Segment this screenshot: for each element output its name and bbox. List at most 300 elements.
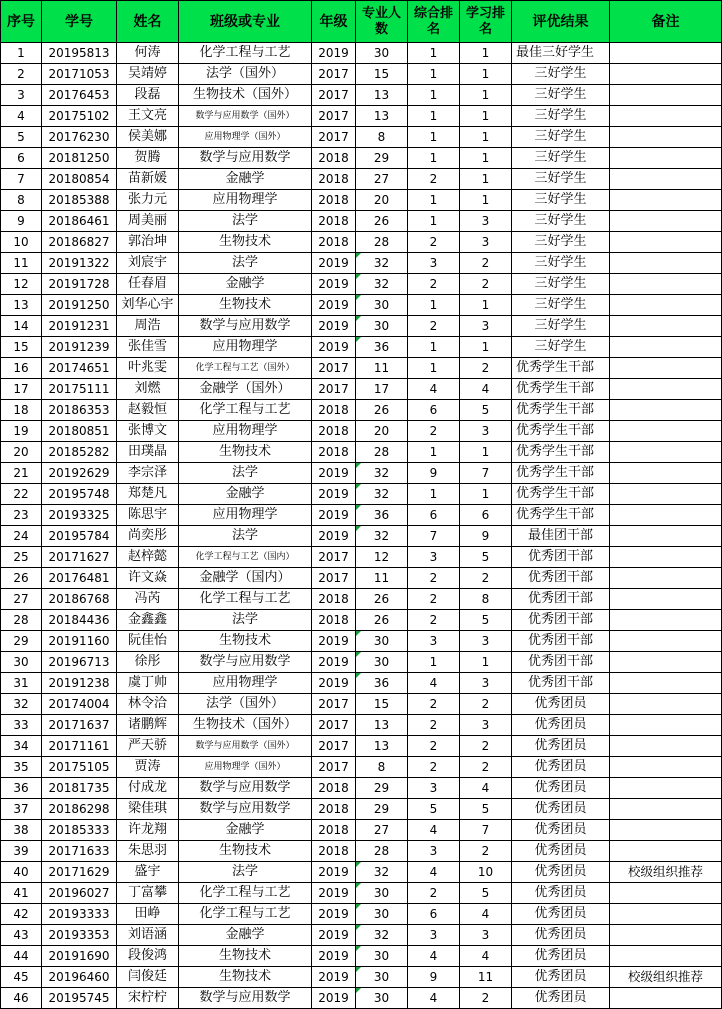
cell-count: 26	[356, 610, 408, 631]
cell-study-rank: 1	[460, 43, 512, 64]
cell-count: 8	[356, 127, 408, 148]
header-note: 备注	[610, 1, 722, 43]
cell-overall-rank: 2	[408, 757, 460, 778]
cell-major: 法学	[179, 610, 312, 631]
cell-major: 生物技术（国外）	[179, 715, 312, 736]
table-row	[1, 967, 722, 988]
cell-study-rank: 3	[460, 421, 512, 442]
cell-major: 数学与应用数学（国外）	[179, 106, 312, 127]
cell-name: 周浩	[117, 316, 179, 337]
cell-note	[610, 841, 722, 862]
cell-major: 应用物理学（国外）	[179, 127, 312, 148]
cell-seq: 20	[1, 442, 42, 463]
cell-study-rank: 1	[460, 169, 512, 190]
table-row	[1, 715, 722, 736]
cell-seq: 6	[1, 148, 42, 169]
cell-student-id: 20192629	[42, 463, 117, 484]
cell-major: 化学工程与工艺	[179, 589, 312, 610]
table-row	[1, 652, 722, 673]
cell-overall-rank: 6	[408, 904, 460, 925]
table-row	[1, 337, 722, 358]
cell-result: 优秀团员	[512, 988, 610, 1009]
cell-study-rank: 3	[460, 673, 512, 694]
cell-seq: 26	[1, 568, 42, 589]
cell-seq: 18	[1, 400, 42, 421]
table-row	[1, 988, 722, 1009]
cell-major: 应用物理学	[179, 673, 312, 694]
header-count: 专业人数	[356, 1, 408, 43]
cell-study-rank: 3	[460, 316, 512, 337]
cell-name: 叶兆雯	[117, 358, 179, 379]
cell-student-id: 20186353	[42, 400, 117, 421]
cell-count: 36	[356, 673, 408, 694]
cell-major: 化学工程与工艺	[179, 400, 312, 421]
cell-result: 优秀团员	[512, 967, 610, 988]
cell-result: 三好学生	[512, 148, 610, 169]
cell-study-rank: 5	[460, 400, 512, 421]
cell-overall-rank: 4	[408, 379, 460, 400]
cell-study-rank: 2	[460, 841, 512, 862]
cell-study-rank: 1	[460, 295, 512, 316]
cell-result: 优秀团员	[512, 778, 610, 799]
table-row	[1, 85, 722, 106]
cell-note	[610, 925, 722, 946]
cell-count: 13	[356, 106, 408, 127]
cell-study-rank: 3	[460, 211, 512, 232]
cell-grade: 2019	[312, 925, 356, 946]
cell-grade: 2019	[312, 652, 356, 673]
cell-study-rank: 4	[460, 379, 512, 400]
cell-seq: 36	[1, 778, 42, 799]
cell-note	[610, 757, 722, 778]
table-row	[1, 253, 722, 274]
cell-note	[610, 316, 722, 337]
cell-count: 36	[356, 505, 408, 526]
cell-note	[610, 820, 722, 841]
cell-major: 数学与应用数学	[179, 316, 312, 337]
cell-note	[610, 463, 722, 484]
cell-name: 段磊	[117, 85, 179, 106]
cell-overall-rank: 5	[408, 799, 460, 820]
cell-count: 30	[356, 295, 408, 316]
cell-major: 生物技术	[179, 232, 312, 253]
cell-seq: 31	[1, 673, 42, 694]
cell-note	[610, 883, 722, 904]
cell-student-id: 20191690	[42, 946, 117, 967]
cell-name: 贾涛	[117, 757, 179, 778]
cell-study-rank: 1	[460, 148, 512, 169]
table-row	[1, 736, 722, 757]
cell-result: 优秀学生干部	[512, 379, 610, 400]
cell-major: 数学与应用数学	[179, 778, 312, 799]
cell-note	[610, 421, 722, 442]
cell-study-rank: 2	[460, 274, 512, 295]
header-result: 评优结果	[512, 1, 610, 43]
cell-note	[610, 904, 722, 925]
cell-name: 刘语涵	[117, 925, 179, 946]
cell-student-id: 20195745	[42, 988, 117, 1009]
cell-grade: 2018	[312, 820, 356, 841]
table-row	[1, 547, 722, 568]
cell-count: 32	[356, 463, 408, 484]
cell-overall-rank: 3	[408, 631, 460, 652]
cell-major: 金融学	[179, 820, 312, 841]
cell-count: 29	[356, 778, 408, 799]
cell-note	[610, 211, 722, 232]
cell-name: 苗新媛	[117, 169, 179, 190]
cell-note	[610, 295, 722, 316]
cell-student-id: 20193333	[42, 904, 117, 925]
cell-name: 何涛	[117, 43, 179, 64]
cell-grade: 2018	[312, 610, 356, 631]
cell-count: 8	[356, 757, 408, 778]
cell-major: 法学	[179, 463, 312, 484]
cell-major: 化学工程与工艺（国外）	[179, 358, 312, 379]
cell-student-id: 20176230	[42, 127, 117, 148]
cell-grade: 2017	[312, 85, 356, 106]
table-row	[1, 211, 722, 232]
cell-result: 三好学生	[512, 190, 610, 211]
cell-name: 刘华心宇	[117, 295, 179, 316]
cell-result: 三好学生	[512, 316, 610, 337]
cell-student-id: 20195748	[42, 484, 117, 505]
cell-study-rank: 1	[460, 337, 512, 358]
cell-result: 优秀团干部	[512, 568, 610, 589]
cell-student-id: 20185333	[42, 820, 117, 841]
cell-count: 30	[356, 43, 408, 64]
cell-seq: 12	[1, 274, 42, 295]
cell-name: 严天骄	[117, 736, 179, 757]
cell-count: 32	[356, 526, 408, 547]
cell-student-id: 20185282	[42, 442, 117, 463]
cell-student-id: 20191238	[42, 673, 117, 694]
table-row	[1, 673, 722, 694]
cell-overall-rank: 1	[408, 442, 460, 463]
cell-count: 12	[356, 547, 408, 568]
table-row	[1, 421, 722, 442]
cell-study-rank: 4	[460, 904, 512, 925]
cell-student-id: 20186768	[42, 589, 117, 610]
cell-student-id: 20193353	[42, 925, 117, 946]
cell-count: 27	[356, 169, 408, 190]
cell-study-rank: 1	[460, 190, 512, 211]
cell-student-id: 20186298	[42, 799, 117, 820]
cell-major: 化学工程与工艺	[179, 904, 312, 925]
cell-student-id: 20191728	[42, 274, 117, 295]
cell-grade: 2018	[312, 148, 356, 169]
cell-overall-rank: 2	[408, 715, 460, 736]
header-major: 班级或专业	[179, 1, 312, 43]
cell-name: 林令洽	[117, 694, 179, 715]
cell-note	[610, 337, 722, 358]
cell-study-rank: 11	[460, 967, 512, 988]
cell-grade: 2019	[312, 43, 356, 64]
cell-grade: 2019	[312, 463, 356, 484]
cell-grade: 2017	[312, 64, 356, 85]
cell-seq: 5	[1, 127, 42, 148]
cell-grade: 2018	[312, 799, 356, 820]
table-row	[1, 148, 722, 169]
cell-result: 优秀团干部	[512, 547, 610, 568]
cell-name: 盛宇	[117, 862, 179, 883]
cell-seq: 27	[1, 589, 42, 610]
cell-count: 11	[356, 568, 408, 589]
cell-student-id: 20180851	[42, 421, 117, 442]
table-row	[1, 64, 722, 85]
cell-count: 32	[356, 925, 408, 946]
header-study-rank: 学习排名	[460, 1, 512, 43]
cell-count: 17	[356, 379, 408, 400]
cell-seq: 3	[1, 85, 42, 106]
cell-student-id: 20191231	[42, 316, 117, 337]
cell-student-id: 20175105	[42, 757, 117, 778]
cell-result: 优秀团员	[512, 904, 610, 925]
cell-major: 数学与应用数学	[179, 988, 312, 1009]
cell-seq: 30	[1, 652, 42, 673]
cell-major: 金融学	[179, 274, 312, 295]
table-row	[1, 946, 722, 967]
cell-major: 生物技术	[179, 946, 312, 967]
cell-result: 优秀团员	[512, 736, 610, 757]
table-row	[1, 589, 722, 610]
cell-name: 刘燃	[117, 379, 179, 400]
table-row	[1, 316, 722, 337]
cell-name: 付成龙	[117, 778, 179, 799]
cell-seq: 32	[1, 694, 42, 715]
cell-name: 田璞晶	[117, 442, 179, 463]
header-name: 姓名	[117, 1, 179, 43]
cell-result: 优秀团员	[512, 757, 610, 778]
cell-major: 金融学（国外）	[179, 379, 312, 400]
cell-student-id: 20171629	[42, 862, 117, 883]
cell-name: 张博文	[117, 421, 179, 442]
cell-count: 13	[356, 736, 408, 757]
cell-seq: 37	[1, 799, 42, 820]
cell-student-id: 20171161	[42, 736, 117, 757]
cell-count: 20	[356, 190, 408, 211]
cell-name: 虞丁帅	[117, 673, 179, 694]
cell-note	[610, 379, 722, 400]
table-row	[1, 232, 722, 253]
cell-result: 三好学生	[512, 274, 610, 295]
cell-count: 27	[356, 820, 408, 841]
cell-seq: 45	[1, 967, 42, 988]
cell-count: 30	[356, 883, 408, 904]
cell-note	[610, 589, 722, 610]
cell-overall-rank: 4	[408, 820, 460, 841]
cell-grade: 2018	[312, 442, 356, 463]
cell-count: 30	[356, 946, 408, 967]
table-row	[1, 106, 722, 127]
cell-result: 最佳团干部	[512, 526, 610, 547]
cell-overall-rank: 1	[408, 127, 460, 148]
cell-overall-rank: 2	[408, 736, 460, 757]
cell-note	[610, 568, 722, 589]
cell-name: 陈思宇	[117, 505, 179, 526]
cell-result: 优秀学生干部	[512, 421, 610, 442]
cell-seq: 13	[1, 295, 42, 316]
cell-overall-rank: 3	[408, 547, 460, 568]
cell-name: 刘宸宇	[117, 253, 179, 274]
table-row	[1, 568, 722, 589]
cell-grade: 2019	[312, 337, 356, 358]
cell-seq: 34	[1, 736, 42, 757]
cell-result: 优秀团干部	[512, 673, 610, 694]
cell-major: 化学工程与工艺（国内）	[179, 547, 312, 568]
cell-seq: 9	[1, 211, 42, 232]
cell-count: 26	[356, 211, 408, 232]
cell-overall-rank: 1	[408, 337, 460, 358]
cell-student-id: 20196460	[42, 967, 117, 988]
cell-seq: 11	[1, 253, 42, 274]
cell-study-rank: 2	[460, 988, 512, 1009]
table-body	[1, 43, 722, 1009]
table-row	[1, 400, 722, 421]
cell-name: 李宗泽	[117, 463, 179, 484]
cell-note	[610, 505, 722, 526]
cell-seq: 25	[1, 547, 42, 568]
cell-overall-rank: 6	[408, 505, 460, 526]
cell-overall-rank: 9	[408, 967, 460, 988]
cell-name: 朱思羽	[117, 841, 179, 862]
cell-student-id: 20193325	[42, 505, 117, 526]
cell-study-rank: 10	[460, 862, 512, 883]
cell-result: 优秀学生干部	[512, 484, 610, 505]
cell-name: 贺腾	[117, 148, 179, 169]
cell-grade: 2019	[312, 274, 356, 295]
cell-study-rank: 7	[460, 463, 512, 484]
cell-student-id: 20171053	[42, 64, 117, 85]
cell-result: 三好学生	[512, 169, 610, 190]
cell-name: 侯美娜	[117, 127, 179, 148]
table-row	[1, 610, 722, 631]
cell-result: 优秀团员	[512, 694, 610, 715]
cell-grade: 2019	[312, 295, 356, 316]
cell-overall-rank: 1	[408, 484, 460, 505]
cell-note	[610, 610, 722, 631]
cell-major: 化学工程与工艺	[179, 883, 312, 904]
cell-student-id: 20191239	[42, 337, 117, 358]
cell-overall-rank: 1	[408, 358, 460, 379]
cell-seq: 10	[1, 232, 42, 253]
cell-overall-rank: 2	[408, 274, 460, 295]
cell-count: 28	[356, 442, 408, 463]
cell-study-rank: 5	[460, 610, 512, 631]
cell-count: 36	[356, 337, 408, 358]
cell-count: 29	[356, 799, 408, 820]
cell-overall-rank: 9	[408, 463, 460, 484]
cell-student-id: 20195784	[42, 526, 117, 547]
cell-name: 徐彤	[117, 652, 179, 673]
cell-study-rank: 5	[460, 799, 512, 820]
cell-study-rank: 2	[460, 358, 512, 379]
cell-count: 30	[356, 988, 408, 1009]
cell-grade: 2018	[312, 778, 356, 799]
cell-result: 优秀团员	[512, 946, 610, 967]
cell-student-id: 20185388	[42, 190, 117, 211]
table-row	[1, 757, 722, 778]
cell-note	[610, 526, 722, 547]
cell-count: 30	[356, 316, 408, 337]
cell-study-rank: 3	[460, 631, 512, 652]
cell-count: 26	[356, 400, 408, 421]
cell-result: 优秀团干部	[512, 631, 610, 652]
table-row	[1, 526, 722, 547]
cell-major: 法学	[179, 862, 312, 883]
cell-student-id: 20196027	[42, 883, 117, 904]
cell-grade: 2017	[312, 106, 356, 127]
cell-count: 30	[356, 904, 408, 925]
cell-count: 32	[356, 253, 408, 274]
cell-seq: 28	[1, 610, 42, 631]
table-row	[1, 799, 722, 820]
header-seq: 序号	[1, 1, 42, 43]
cell-note	[610, 148, 722, 169]
cell-grade: 2018	[312, 211, 356, 232]
cell-result: 三好学生	[512, 64, 610, 85]
cell-overall-rank: 2	[408, 883, 460, 904]
cell-note	[610, 127, 722, 148]
table-row	[1, 442, 722, 463]
cell-note	[610, 169, 722, 190]
cell-result: 优秀团员	[512, 841, 610, 862]
cell-note	[610, 106, 722, 127]
cell-study-rank: 1	[460, 442, 512, 463]
cell-overall-rank: 3	[408, 841, 460, 862]
cell-study-rank: 5	[460, 547, 512, 568]
cell-seq: 41	[1, 883, 42, 904]
cell-grade: 2017	[312, 379, 356, 400]
header-grade: 年级	[312, 1, 356, 43]
cell-name: 赵梓懿	[117, 547, 179, 568]
cell-note	[610, 358, 722, 379]
cell-result: 优秀学生干部	[512, 463, 610, 484]
table-row	[1, 463, 722, 484]
cell-name: 郑楚凡	[117, 484, 179, 505]
cell-result: 优秀团干部	[512, 652, 610, 673]
cell-count: 32	[356, 274, 408, 295]
cell-student-id: 20195813	[42, 43, 117, 64]
cell-note	[610, 631, 722, 652]
cell-seq: 33	[1, 715, 42, 736]
cell-name: 周美丽	[117, 211, 179, 232]
cell-grade: 2019	[312, 883, 356, 904]
cell-study-rank: 8	[460, 589, 512, 610]
cell-student-id: 20184436	[42, 610, 117, 631]
cell-grade: 2017	[312, 715, 356, 736]
cell-student-id: 20171627	[42, 547, 117, 568]
table-row	[1, 43, 722, 64]
cell-seq: 23	[1, 505, 42, 526]
cell-count: 20	[356, 421, 408, 442]
cell-study-rank: 2	[460, 736, 512, 757]
cell-overall-rank: 2	[408, 421, 460, 442]
cell-major: 法学	[179, 211, 312, 232]
cell-count: 11	[356, 358, 408, 379]
cell-result: 三好学生	[512, 127, 610, 148]
cell-result: 优秀学生干部	[512, 400, 610, 421]
cell-overall-rank: 2	[408, 232, 460, 253]
cell-major: 应用物理学	[179, 337, 312, 358]
cell-major: 法学	[179, 253, 312, 274]
cell-student-id: 20191322	[42, 253, 117, 274]
cell-grade: 2018	[312, 589, 356, 610]
cell-student-id: 20171633	[42, 841, 117, 862]
cell-student-id: 20174004	[42, 694, 117, 715]
table-row	[1, 862, 722, 883]
cell-seq: 38	[1, 820, 42, 841]
cell-name: 许文焱	[117, 568, 179, 589]
